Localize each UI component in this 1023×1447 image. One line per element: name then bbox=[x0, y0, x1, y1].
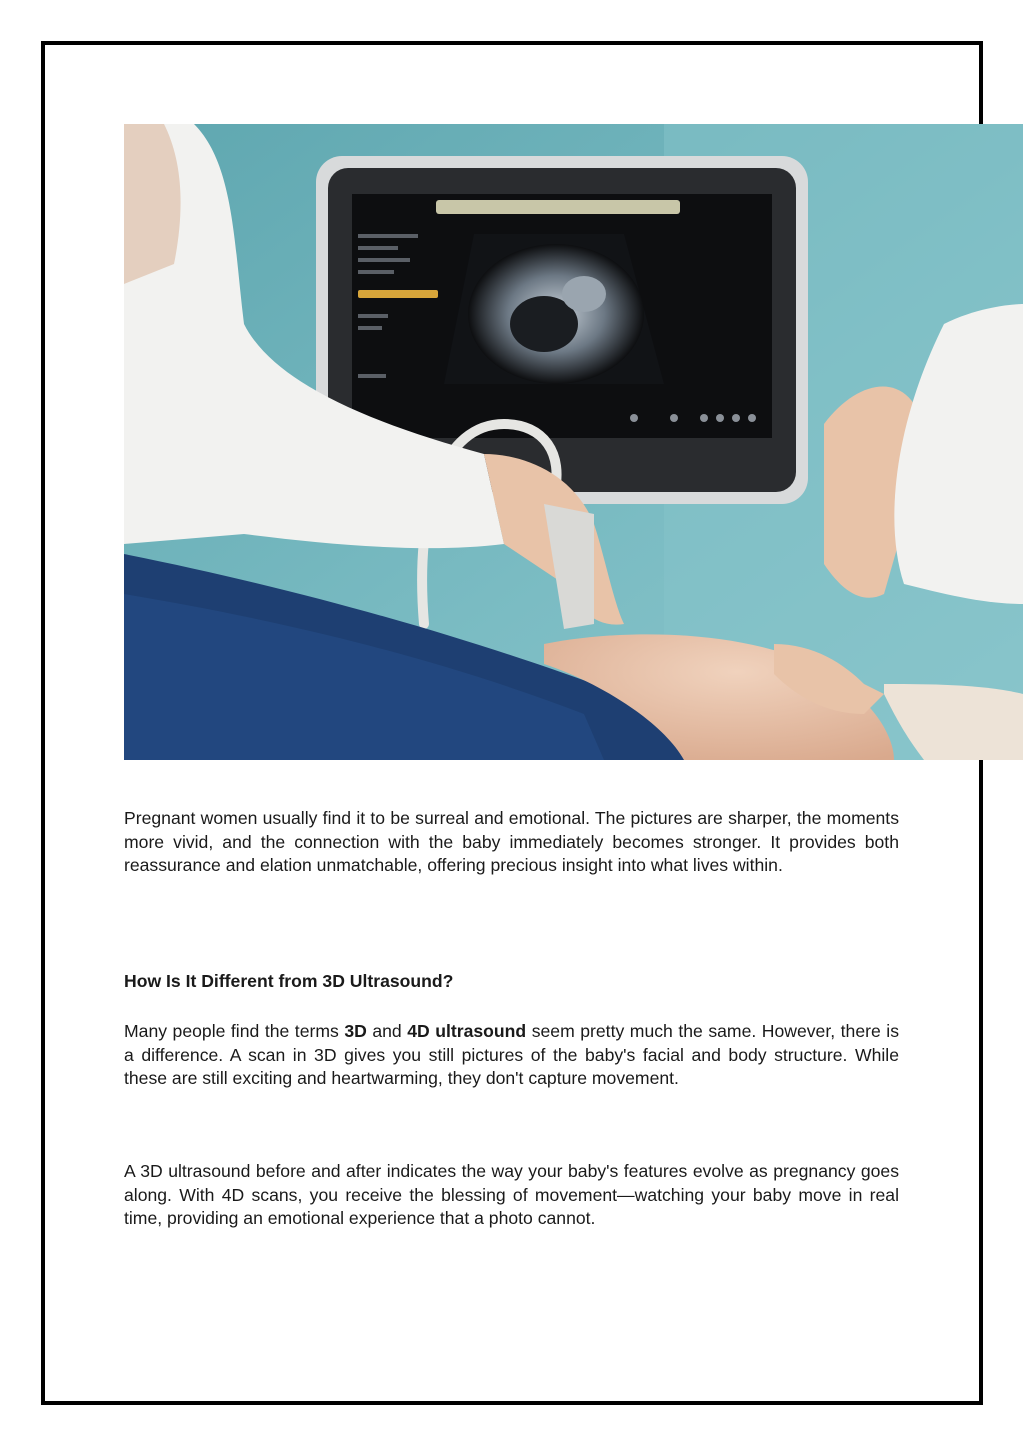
comparison-text-3: seem pretty much the same. However, there is a difference. A scan in 3D gives you still pictures of the baby's facial and body structure. While these are still exciting and heartwarming, they don't capture movement. bbox=[124, 1021, 899, 1089]
ultrasound-photo bbox=[124, 124, 1023, 760]
comparison-text-2: and bbox=[366, 1021, 408, 1041]
comparison-text-1: Many people find the terms bbox=[124, 1021, 345, 1041]
comparison-paragraph bbox=[124, 1020, 899, 1091]
ultrasound-scene-illustration bbox=[124, 124, 1023, 760]
intro-paragraph: Pregnant women usually find it to be surreal and emotional. The pictures are sharper, the moments more vivid, and the connection with the baby immediately becomes stronger. It provides both reassurance and elation unmatchable, offering precious insight into what lives within. bbox=[124, 808, 899, 876]
term-3d: 3D bbox=[344, 1021, 367, 1041]
closing-paragraph: A 3D ultrasound before and after indicates the way your baby's features evolve as pregnancy goes along. With 4D scans, you receive the blessing of movement—watching your baby move in real time, providing an emotional experience that a photo cannot. bbox=[124, 1161, 899, 1229]
term-4d-ultrasound: 4D ultrasound bbox=[407, 1021, 527, 1041]
section-heading: How Is It Different from 3D Ultrasound? bbox=[124, 971, 454, 991]
